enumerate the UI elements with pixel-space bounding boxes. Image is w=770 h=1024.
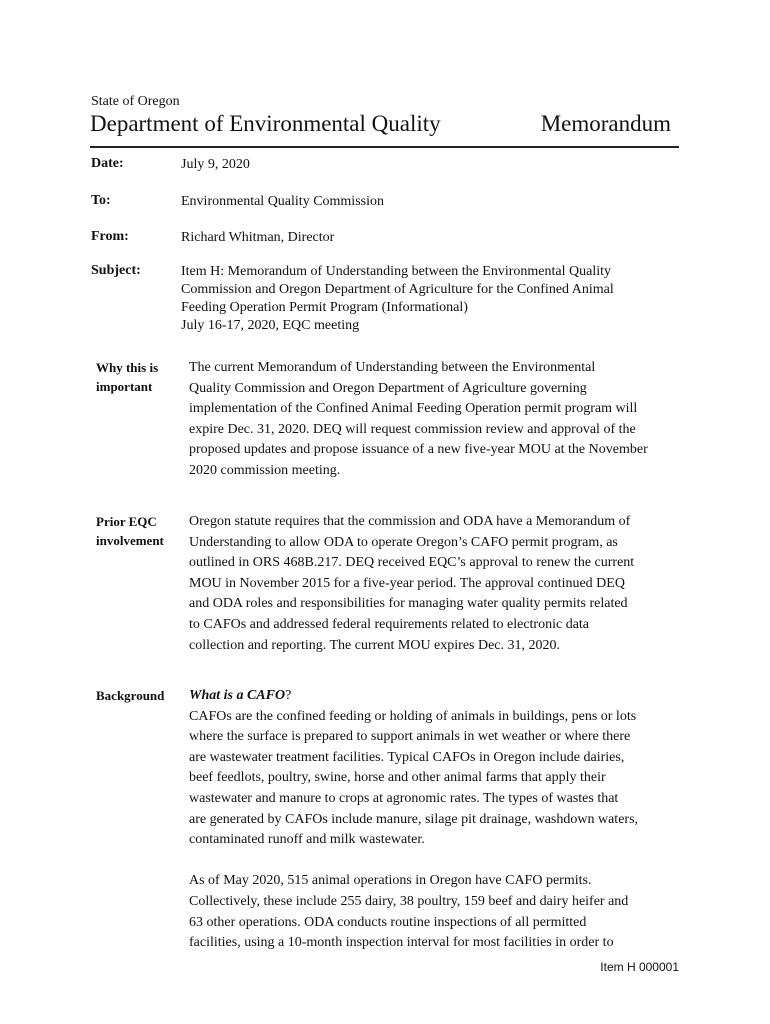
header-rule — [90, 146, 679, 148]
from-label: From: — [91, 229, 129, 244]
item-number-footer: Item H 000001 — [600, 960, 679, 974]
why-label — [96, 358, 184, 396]
background-line: are wastewater treatment facilities. Typical CAFOs in Oregon include dairies, — [189, 749, 625, 765]
why-line: expire Dec. 31, 2020. DEQ will request commission review and approval of the — [189, 421, 636, 437]
why-line: The current Memorandum of Understanding between the Environmental — [189, 360, 596, 375]
prior-eqc-label — [96, 512, 184, 550]
background-body — [189, 686, 689, 954]
subject-line: Commission and Oregon Department of Agriculture for the Confined Animal — [181, 282, 614, 297]
why-label-line: Why this is — [96, 360, 159, 375]
paragraph-gap — [189, 851, 689, 872]
state-of-oregon: State of Oregon — [91, 94, 180, 109]
to-value: Environmental Quality Commission — [181, 194, 384, 209]
why-line: 2020 commission meeting. — [189, 462, 341, 478]
cafo-subheading — [189, 686, 689, 707]
background-line: wastewater and manure to crops at agronomic rates. The types of wastes that — [189, 790, 619, 806]
why-line: Quality Commission and Oregon Department of Agriculture governing — [189, 380, 587, 396]
subject-line: Feeding Operation Permit Program (Informational) — [181, 300, 468, 315]
why-line: implementation of the Confined Animal Feeding Operation permit program will — [189, 401, 638, 417]
why-body — [189, 358, 689, 482]
background-line: contaminated runoff and milk wastewater. — [189, 832, 425, 848]
from-value: Richard Whitman, Director — [181, 230, 335, 245]
why-label-line: important — [96, 379, 153, 394]
prior-line: to CAFOs and addressed federal requirements related to electronic data — [189, 616, 590, 632]
background-line: CAFOs are the confined feeding or holding of animals in buildings, pens or lots — [189, 708, 637, 724]
subject-line: Item H: Memorandum of Understanding between the Environmental Quality — [181, 264, 612, 279]
background-line: beef feedlots, poultry, swine, horse and other animal farms that apply their — [189, 770, 606, 786]
subject-value — [181, 263, 681, 335]
background-label: Background — [96, 688, 165, 703]
date-value: July 9, 2020 — [181, 157, 250, 172]
prior-label-line: Prior EQC — [96, 514, 157, 529]
prior-eqc-body — [189, 512, 689, 656]
prior-line: outlined in ORS 468B.217. DEQ received EQC’s approval to renew the current — [189, 555, 635, 571]
date-label: Date: — [91, 156, 124, 171]
subject-label: Subject: — [91, 263, 141, 278]
background-line: are generated by CAFOs include manure, silage pit drainage, washdown waters, — [189, 811, 639, 827]
prior-label-line: involvement — [96, 533, 164, 548]
prior-line: Understanding to allow ODA to operate Oregon’s CAFO permit program, as — [189, 534, 618, 550]
department-title: Department of Environmental Quality — [90, 111, 441, 136]
to-label: To: — [91, 193, 111, 208]
cafo-subheading-text: What is a CAFO — [189, 688, 286, 703]
background-line: 63 other operations. ODA conducts routine inspections of all permitted — [189, 914, 587, 930]
prior-line: MOU in November 2015 for a five-year period. The approval continued DEQ — [189, 575, 625, 591]
prior-line: and ODA roles and responsibilities for managing water quality permits related — [189, 596, 628, 612]
background-line: As of May 2020, 515 animal operations in Oregon have CAFO permits. — [189, 873, 592, 889]
cafo-subheading-mark: ? — [285, 688, 292, 703]
prior-line: Oregon statute requires that the commission and ODA have a Memorandum of — [189, 514, 631, 529]
background-line: facilities, using a 10-month inspection interval for most facilities in order to — [189, 935, 614, 951]
background-line: where the surface is prepared to support animals in wet weather or where there — [189, 729, 631, 745]
background-line: Collectively, these include 255 dairy, 38 poultry, 159 beef and dairy heifer and — [189, 893, 629, 909]
subject-line: July 16-17, 2020, EQC meeting — [181, 318, 360, 333]
prior-line: collection and reporting. The current MOU expires Dec. 31, 2020. — [189, 637, 561, 653]
memorandum-title: Memorandum — [540, 111, 671, 136]
why-line: proposed updates and propose issuance of a new five-year MOU at the November — [189, 442, 648, 458]
